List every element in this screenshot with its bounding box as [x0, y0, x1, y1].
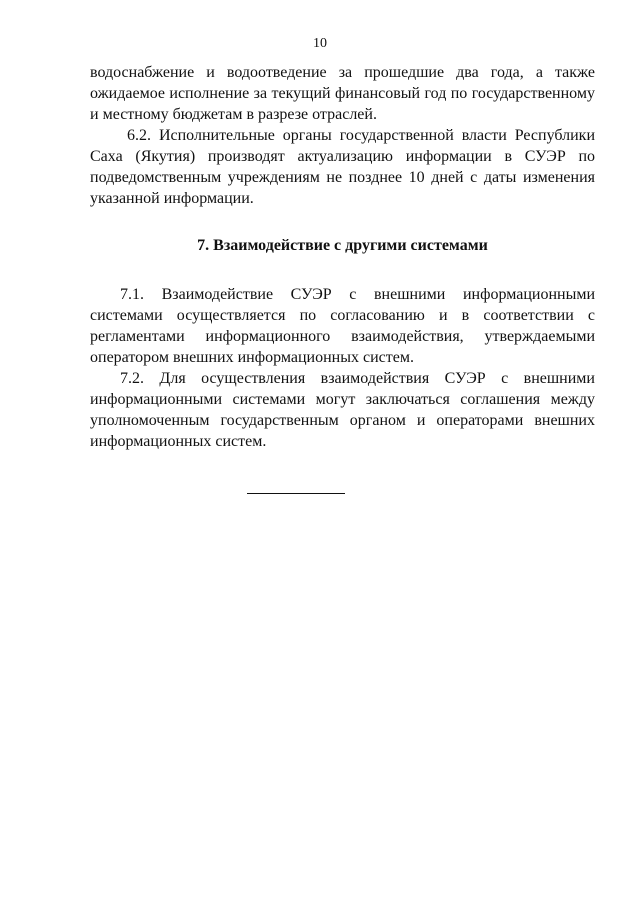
paragraph-7-1: 7.1. Взаимодействие СУЭР с внешними информационными системами осуществляется по согласованию и в соответствии с регламентами информационного взаимодействия, утверждаемыми оператором внешних информационных систем. — [90, 286, 595, 366]
document-body — [90, 62, 595, 494]
paragraph-6-2: 6.2. Исполнительные органы государственной власти Республики Саха (Якутия) производят актуализацию информации в СУЭР по подведомственным учреждениям не позднее 10 дней с даты изменения указанной информации. — [90, 127, 595, 207]
paragraph-continuation: водоснабжение и водоотведение за прошедшие два года, а также ожидаемое исполнение за текущий финансовый год по государственному и местному бюджетам в разрезе отраслей. — [90, 64, 595, 123]
page-number: 10 — [313, 36, 327, 51]
paragraph-7-2: 7.2. Для осуществления взаимодействия СУЭР с внешними информационными системами могут заключаться соглашения между уполномоченным государственным органом и операторами внешних информационных систем. — [90, 370, 595, 450]
section-heading: 7. Взаимодействие с другими системами — [197, 237, 488, 254]
end-separator-line — [247, 493, 345, 494]
